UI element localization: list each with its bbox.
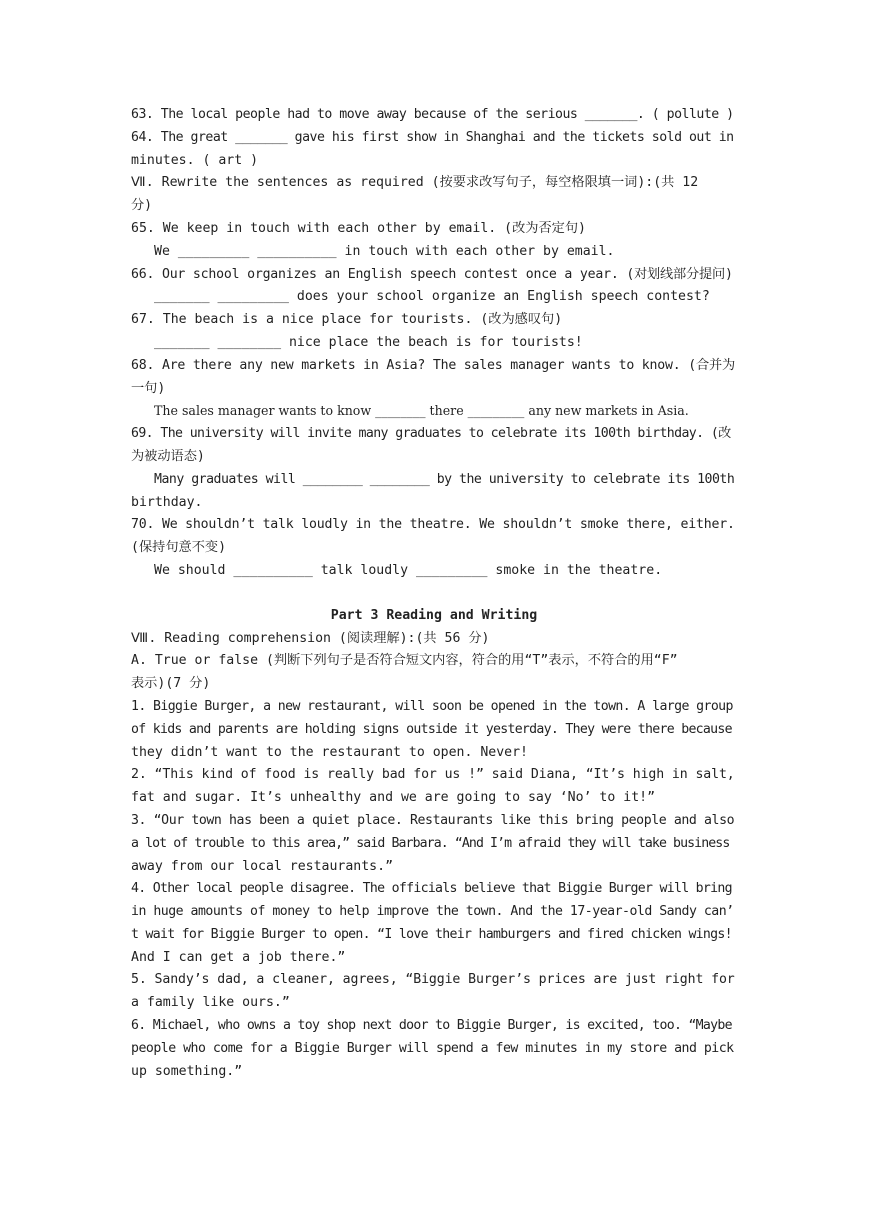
passage-line: a lot of trouble to this area,” said Barbara. “And I’m afraid they will take business: [131, 835, 730, 851]
passage-line: away from our local restaurants.”: [131, 858, 394, 874]
passage-line: 3. “Our town has been a quiet place. Restaurants like this bring people and also: [131, 812, 735, 828]
worksheet-page: [131, 104, 737, 1083]
passage-line: of kids and parents are holding signs outside it yesterday. They were there because: [131, 721, 732, 737]
question-65: 65. We keep in touch with each other by email. (改为否定句): [131, 220, 586, 236]
part-3-title: Part 3 Reading and Writing: [330, 607, 538, 623]
reading-passage: [131, 696, 737, 1084]
passage-line: fat and sugar. It’s unhealthy and we are going to say ‘No’ to it!”: [131, 790, 656, 806]
question-65-answer: We _________ __________ in touch with each other by email.: [154, 243, 615, 259]
passage-line: 4. Other local people disagree. The officials believe that Biggie Burger will bring: [131, 881, 732, 897]
question-67-answer: _______ ________ nice place the beach is for tourists!: [154, 334, 583, 350]
section-a-instructions-continued: 表示)(7 分): [131, 676, 211, 692]
question-70: 70. We shouldn’t talk loudly in the theatre. We shouldn’t smoke there, either.: [131, 517, 735, 533]
passage-line: 5. Sandy’s dad, a cleaner, agrees, “Biggie Burger’s prices are just right for: [131, 972, 735, 988]
passage-line: 2. “This kind of food is really bad for us !” said Diana, “It’s high in salt,: [131, 767, 735, 783]
question-63: 63. The local people had to move away because of the serious _______. ( pollute ): [131, 107, 734, 122]
passage-line: And I can get a job there.”: [131, 949, 346, 965]
passage-line: they didn’t want to the restaurant to open. Never!: [131, 744, 528, 760]
passage-line: a family like ours.”: [131, 995, 290, 1011]
passage-line: 1. Biggie Burger, a new restaurant, will soon be opened in the town. A large group: [131, 698, 733, 714]
section-a-instructions: A. True or false (判断下列句子是否符合短文内容，符合的用“T”表示，不符合的用“F”: [131, 653, 678, 669]
question-68-continued: 一句): [131, 380, 166, 396]
passage-line: t wait for Biggie Burger to open. “I love their hamburgers and fired chicken wings!: [131, 926, 732, 942]
question-66: 66. Our school organizes an English speech contest once a year. (对划线部分提问): [131, 266, 733, 282]
question-66-answer: _______ _________ does your school organize an English speech contest?: [154, 289, 710, 305]
passage-line: in huge amounts of money to help improve the town. And the 17-year-old Sandy can’: [131, 904, 734, 920]
question-67: 67. The beach is a nice place for tourists. (改为感叹句): [131, 312, 563, 328]
section-vii-heading: Ⅶ. Rewrite the sentences as required (按要求改写句子，每空格限填一词):(共 12: [131, 175, 699, 191]
question-68-answer: The sales manager wants to know ________ there _________ any new markets in Asia.: [154, 403, 689, 419]
passage-line: 6. Michael, who owns a toy shop next door to Biggie Burger, is excited, too. “Maybe: [131, 1018, 732, 1034]
question-69-continued: 为被动语态): [131, 448, 205, 464]
question-69-answer: Many graduates will ________ ________ by the university to celebrate its 100th: [154, 471, 735, 487]
question-68: 68. Are there any new markets in Asia? The sales manager wants to know. (合并为: [131, 357, 735, 373]
question-70-continued: (保持句意不变): [131, 540, 227, 556]
question-69: 69. The university will invite many graduates to celebrate its 100th birthday. (改: [131, 426, 731, 442]
question-70-answer: We should __________ talk loudly _________ smoke in the theatre.: [154, 562, 663, 578]
question-64-continued: minutes. ( art ): [131, 152, 259, 168]
question-69-answer-continued: birthday.: [131, 494, 203, 510]
passage-line: people who come for a Biggie Burger will spend a few minutes in my store and pick: [131, 1040, 734, 1056]
section-viii-heading: Ⅷ. Reading comprehension (阅读理解):(共 56 分): [131, 630, 490, 646]
passage-line: up something.”: [131, 1063, 243, 1079]
question-64: 64. The great _______ gave his first show in Shanghai and the tickets sold out in: [131, 129, 734, 145]
section-vii-heading-continued: 分): [131, 198, 153, 214]
